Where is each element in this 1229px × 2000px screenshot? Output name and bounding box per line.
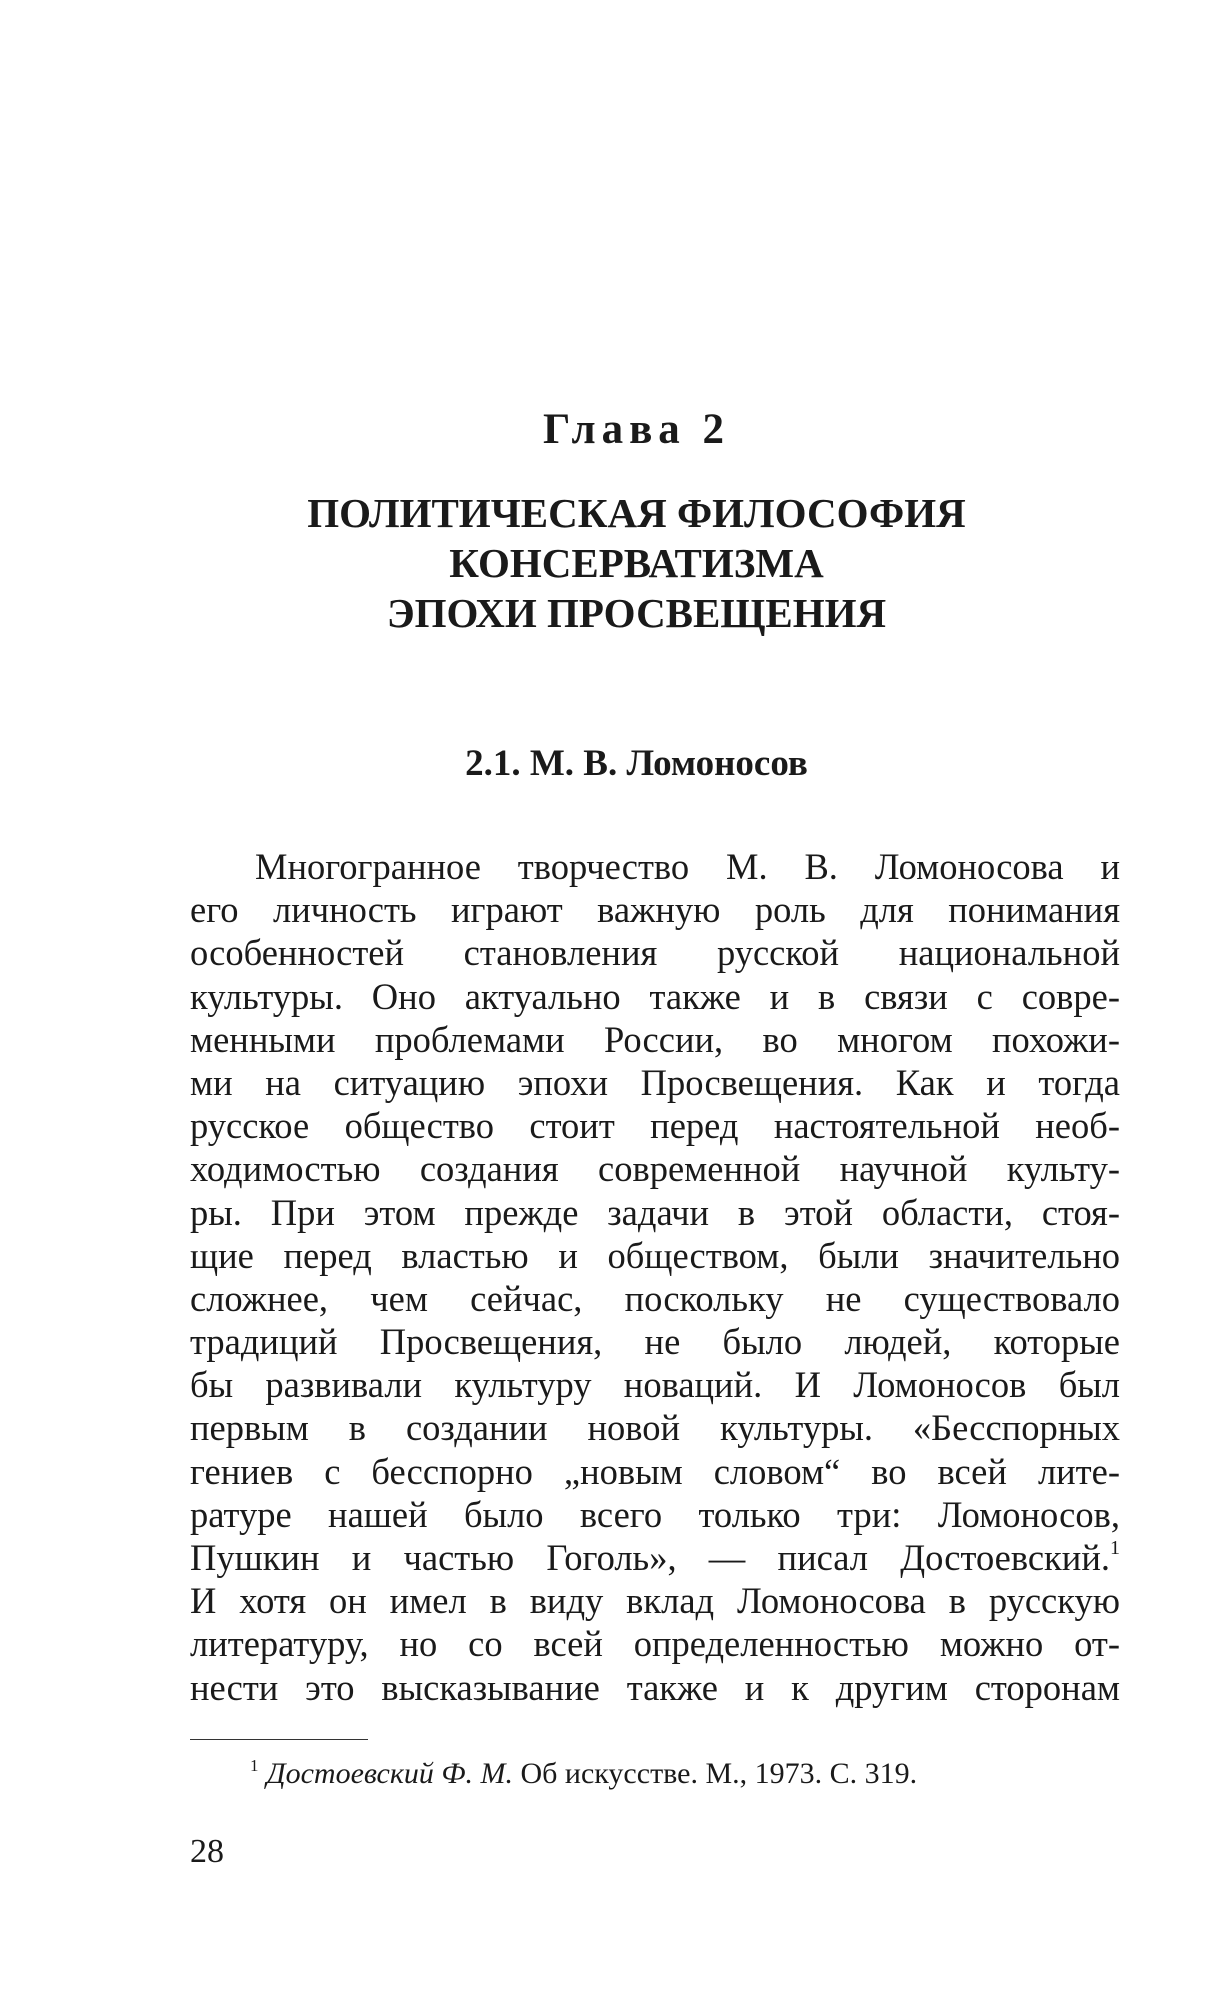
chapter-label: Глава 2 [542, 406, 731, 453]
footnote-divider [190, 1739, 368, 1740]
chapter-title-line: ЭПОХИ ПРОСВЕЩЕНИЯ [386, 590, 887, 636]
text-line: его личность играют важную роль для понимания [190, 889, 1120, 931]
footnote-author: Достоевский Ф. М. [266, 1757, 513, 1790]
footnote-text: Об искусстве. М., 1973. С. 319. [520, 1757, 918, 1790]
text-line: щие перед властью и обществом, были значительно [190, 1234, 1120, 1276]
text-line: гениев с бесспорно „новым словом“ во всей лите- [190, 1450, 1120, 1492]
text-line: бы развивали культуру новаций. И Ломоносов был [190, 1364, 1120, 1406]
body-paragraph [190, 845, 1120, 1709]
text-line: ры. При этом прежде задачи в этой области, стоя- [190, 1191, 1120, 1233]
text-line: ходимостью создания современной научной культу- [190, 1148, 1120, 1190]
text-line: культуры. Оно актуально также и в связи с совре- [190, 975, 1120, 1017]
text-line: Пушкин и частью Гоголь», — писал Достоевский. [190, 1537, 1110, 1578]
footnote-marker: 1 [250, 1756, 259, 1775]
text-line: Многогранное творчество М. В. Ломоносова и [255, 846, 1120, 887]
text-line: русское общество стоит перед настоятельной необ- [190, 1105, 1120, 1147]
footnote-reference: 1 [1110, 1537, 1120, 1559]
section-title: 2.1. М. В. Ломоносов [465, 743, 808, 784]
text-line: ми на ситуацию эпохи Просвещения. Как и тогда [190, 1061, 1120, 1103]
text-line: ратуре нашей было всего только три: Ломоносов, [190, 1493, 1120, 1535]
text-line: особенностей становления русской национальной [190, 932, 1120, 974]
text-line: традиций Просвещения, не было людей, которые [190, 1321, 1120, 1363]
page-number: 28 [190, 1833, 224, 1870]
text-line: менными проблемами России, во многом похожи- [190, 1018, 1120, 1060]
chapter-title-line: ПОЛИТИЧЕСКАЯ ФИЛОСОФИЯ [307, 490, 966, 536]
chapter-title [0, 488, 1229, 638]
footnote [250, 1755, 917, 1793]
text-line-with-footnote [190, 1536, 1120, 1579]
text-line: литературу, но со всей определенностью можно от- [190, 1623, 1120, 1665]
text-line: первым в создании новой культуры. «Бесспорных [190, 1407, 1120, 1449]
text-line: И хотя он имел в виду вклад Ломоносова в русскую [190, 1580, 1120, 1622]
text-line: нести это высказывание также и к другим сторонам [190, 1666, 1120, 1708]
chapter-title-line: КОНСЕРВАТИЗМА [449, 540, 824, 586]
text-line: сложнее, чем сейчас, поскольку не существовало [190, 1277, 1120, 1319]
